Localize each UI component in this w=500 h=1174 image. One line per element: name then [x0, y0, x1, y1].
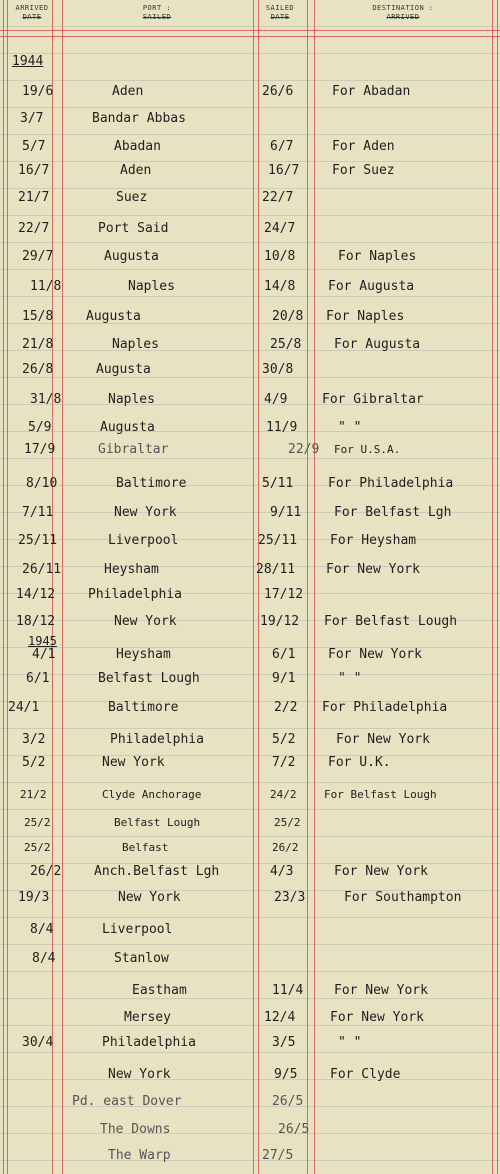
sailed-date-cell: 10/8	[264, 249, 296, 264]
arrived-date-cell: 7/11	[22, 505, 54, 520]
destination-cell: For Augusta	[334, 337, 421, 352]
port-cell: Anch.Belfast Lgh	[94, 864, 220, 879]
port-cell: Augusta	[96, 362, 151, 377]
port-cell: New York	[114, 614, 177, 629]
sailed-date-cell: 6/7	[270, 139, 294, 154]
sailed-date-cell: 7/2	[272, 755, 296, 770]
year-1944-label: 1944	[12, 54, 44, 69]
arrived-date-cell: 22/7	[18, 221, 50, 236]
sailed-date-cell: 4/3	[270, 864, 294, 879]
column-divider	[253, 0, 254, 1174]
sailed-date-cell: 25/2	[274, 816, 301, 829]
sailed-date-cell: 12/4	[264, 1010, 296, 1025]
port-cell: New York	[108, 1067, 171, 1082]
port-cell: Gibraltar	[98, 442, 169, 457]
sailed-date-cell: 24/2	[270, 788, 297, 801]
header-sailed	[254, 4, 306, 22]
port-cell: Stanlow	[114, 951, 169, 966]
arrived-date-cell: 6/1	[26, 671, 50, 686]
port-cell: Augusta	[104, 249, 159, 264]
sailed-date-cell: 25/8	[270, 337, 302, 352]
sailed-date-cell: 27/5	[262, 1148, 294, 1163]
destination-cell: For Philadelphia	[322, 700, 448, 715]
arrived-date-cell: 25/2	[24, 816, 51, 829]
header-arrived	[8, 4, 56, 22]
arrived-date-cell: 15/8	[22, 309, 54, 324]
port-cell: Naples	[128, 279, 175, 294]
margin-line	[497, 0, 498, 1174]
arrived-date-cell: 24/1	[8, 700, 40, 715]
arrived-date-cell: 5/2	[22, 755, 46, 770]
destination-cell: For Abadan	[332, 84, 411, 99]
arrived-date-cell: 5/7	[22, 139, 46, 154]
sailed-date-cell: 14/8	[264, 279, 296, 294]
arrived-date-cell: 14/12	[16, 587, 56, 602]
arrived-date-cell: 17/9	[24, 442, 56, 457]
destination-cell: For New York	[334, 864, 428, 879]
port-cell: The Downs	[100, 1122, 171, 1137]
port-cell: The Warp	[108, 1148, 171, 1163]
port-cell: Philadelphia	[88, 587, 182, 602]
margin-line	[3, 0, 4, 1174]
destination-cell: For Naples	[338, 249, 417, 264]
port-cell: Heysham	[116, 647, 171, 662]
port-cell: Mersey	[124, 1010, 171, 1025]
port-cell: Liverpool	[102, 922, 173, 937]
arrived-date-cell: 8/4	[30, 922, 54, 937]
header-port	[62, 4, 252, 22]
arrived-date-cell: 11/8	[30, 279, 62, 294]
port-cell: Baltimore	[108, 700, 179, 715]
destination-cell: For Naples	[326, 309, 405, 324]
margin-line	[492, 0, 493, 1174]
column-divider	[258, 0, 259, 1174]
arrived-date-cell: 26/2	[30, 864, 62, 879]
port-cell: Eastham	[132, 983, 187, 998]
sailed-date-cell: 11/9	[266, 420, 298, 435]
sailed-date-cell: 5/2	[272, 732, 296, 747]
sailed-date-cell: 25/11	[258, 533, 298, 548]
header-sailed-top: SAILED	[265, 4, 295, 12]
column-divider	[62, 0, 63, 1174]
sailed-date-cell: 24/7	[264, 221, 296, 236]
sailed-date-cell: 16/7	[268, 163, 300, 178]
column-divider	[314, 0, 315, 1174]
arrived-date-cell: 25/2	[24, 841, 51, 854]
sailed-date-cell: 6/1	[272, 647, 296, 662]
column-divider	[307, 0, 308, 1174]
destination-cell: For U.K.	[328, 755, 391, 770]
port-cell: Philadelphia	[110, 732, 204, 747]
arrived-date-cell: 5/9	[28, 420, 52, 435]
port-cell: Suez	[116, 190, 148, 205]
header-rule	[0, 36, 500, 37]
sailed-date-cell: 4/9	[264, 392, 288, 407]
arrived-date-cell: 3/7	[20, 111, 44, 126]
port-cell: Abadan	[114, 139, 161, 154]
arrived-date-cell: 8/4	[32, 951, 56, 966]
sailed-date-cell: 11/4	[272, 983, 304, 998]
arrived-date-cell: 21/2	[20, 788, 47, 801]
destination-cell: " "	[338, 671, 362, 686]
port-cell: Belfast Lough	[98, 671, 200, 686]
destination-cell: For Heysham	[330, 533, 417, 548]
header-arrived-sub: DATE	[22, 13, 42, 21]
port-cell: Belfast Lough	[114, 816, 201, 829]
destination-cell: For Gibraltar	[322, 392, 424, 407]
destination-cell: For New York	[326, 562, 420, 577]
port-cell: Naples	[112, 337, 159, 352]
sailed-date-cell: 26/5	[278, 1122, 310, 1137]
destination-cell: For New York	[336, 732, 430, 747]
sailed-date-cell: 22/9	[288, 442, 320, 457]
header-destination-top: DESTINATION :	[372, 4, 434, 12]
sailed-date-cell: 9/11	[270, 505, 302, 520]
destination-cell: For Clyde	[330, 1067, 401, 1082]
header-port-sub: SAILED	[142, 13, 172, 21]
arrived-date-cell: 26/11	[22, 562, 62, 577]
year-1945-label: 1945	[28, 634, 57, 648]
header-sailed-sub: DATE	[270, 13, 290, 21]
port-cell: New York	[114, 505, 177, 520]
arrived-date-cell: 31/8	[30, 392, 62, 407]
port-cell: Port Said	[98, 221, 169, 236]
arrived-date-cell: 30/4	[22, 1035, 54, 1050]
destination-cell: For New York	[328, 647, 422, 662]
port-cell: Aden	[120, 163, 152, 178]
destination-cell: For Philadelphia	[328, 476, 454, 491]
port-cell: New York	[102, 755, 165, 770]
arrived-date-cell: 26/8	[22, 362, 54, 377]
port-cell: Pd. east Dover	[72, 1094, 182, 1109]
port-cell: Baltimore	[116, 476, 187, 491]
port-cell: Belfast	[122, 841, 169, 854]
sailed-date-cell: 26/6	[262, 84, 294, 99]
sailed-date-cell: 28/11	[256, 562, 296, 577]
port-cell: Heysham	[104, 562, 159, 577]
destination-cell: For Belfast Lough	[324, 614, 458, 629]
header-destination-sub: ARRIVED	[386, 13, 420, 21]
destination-cell: " "	[338, 420, 362, 435]
port-cell: Augusta	[86, 309, 141, 324]
arrived-date-cell: 18/12	[16, 614, 56, 629]
arrived-date-cell: 4/1	[32, 647, 56, 662]
sailed-date-cell: 30/8	[262, 362, 294, 377]
arrived-date-cell: 29/7	[22, 249, 54, 264]
port-cell: Philadelphia	[102, 1035, 196, 1050]
arrived-date-cell: 21/8	[22, 337, 54, 352]
port-cell: Aden	[112, 84, 144, 99]
sailed-date-cell: 9/5	[274, 1067, 298, 1082]
port-cell: Liverpool	[108, 533, 179, 548]
destination-cell: For New York	[330, 1010, 424, 1025]
arrived-date-cell: 25/11	[18, 533, 58, 548]
destination-cell: " "	[338, 1035, 362, 1050]
sailed-date-cell: 20/8	[272, 309, 304, 324]
arrived-date-cell: 3/2	[22, 732, 46, 747]
destination-cell: For New York	[334, 983, 428, 998]
sailed-date-cell: 9/1	[272, 671, 296, 686]
destination-cell: For Aden	[332, 139, 395, 154]
sailed-date-cell: 23/3	[274, 890, 306, 905]
arrived-date-cell: 8/10	[26, 476, 58, 491]
arrived-date-cell: 16/7	[18, 163, 50, 178]
sailed-date-cell: 17/12	[264, 587, 304, 602]
header-rule	[0, 30, 500, 31]
header-destination	[314, 4, 492, 22]
port-cell: Augusta	[100, 420, 155, 435]
arrived-date-cell: 21/7	[18, 190, 50, 205]
destination-cell: For U.S.A.	[334, 443, 401, 456]
arrived-date-cell: 19/3	[18, 890, 50, 905]
destination-cell: For Belfast Lough	[324, 788, 437, 801]
port-cell: Clyde Anchorage	[102, 788, 202, 801]
destination-cell: For Augusta	[328, 279, 415, 294]
sailed-date-cell: 2/2	[274, 700, 298, 715]
port-cell: Bandar Abbas	[92, 111, 186, 126]
arrived-date-cell: 19/6	[22, 84, 54, 99]
sailed-date-cell: 3/5	[272, 1035, 296, 1050]
sailed-date-cell: 26/5	[272, 1094, 304, 1109]
destination-cell: For Suez	[332, 163, 395, 178]
margin-line	[7, 0, 8, 1174]
port-cell: New York	[118, 890, 181, 905]
sailed-date-cell: 19/12	[260, 614, 300, 629]
sailed-date-cell: 26/2	[272, 841, 299, 854]
header-arrived-top: ARRIVED	[15, 4, 49, 12]
destination-cell: For Belfast Lgh	[334, 505, 452, 520]
header-port-top: PORT :	[142, 4, 172, 12]
destination-cell: For Southampton	[344, 890, 462, 905]
port-cell: Naples	[108, 392, 155, 407]
sailed-date-cell: 22/7	[262, 190, 294, 205]
sailed-date-cell: 5/11	[262, 476, 294, 491]
